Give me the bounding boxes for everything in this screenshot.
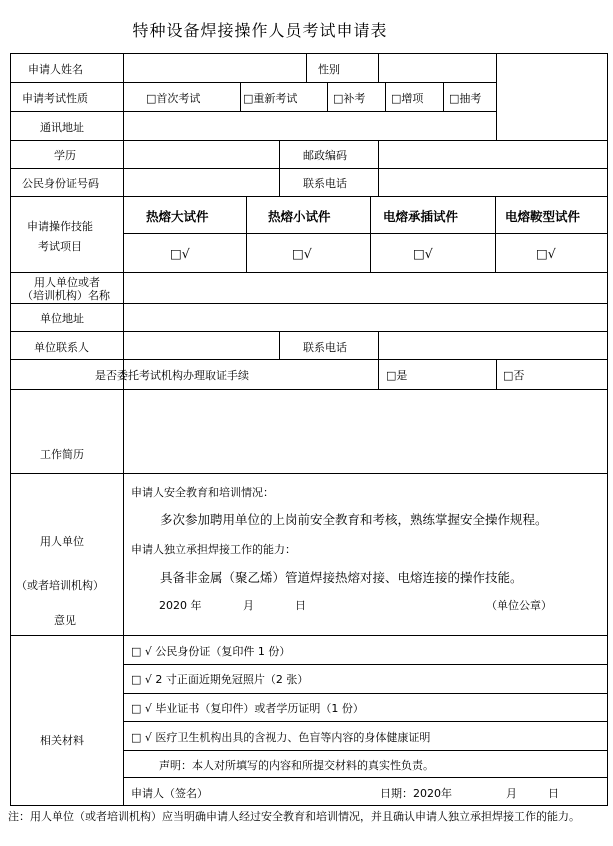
postcode-label: 邮政编码 bbox=[303, 149, 347, 162]
material-diploma[interactable]: □ √ 毕业证书（复印件）或者学历证明（1 份） bbox=[131, 702, 364, 715]
id-number-label: 公民身份证号码 bbox=[22, 177, 99, 190]
opinion-label-training: （或者培训机构） bbox=[16, 579, 104, 592]
employer-address-label: 单位地址 bbox=[40, 312, 84, 325]
exam-option-first[interactable]: □首次考试 bbox=[146, 92, 201, 105]
opinion-day: 日 bbox=[295, 599, 306, 612]
opinion-year: 2020 年 bbox=[159, 599, 202, 612]
exam-item-hot-small-check[interactable]: □√ bbox=[292, 246, 312, 261]
material-health-cert[interactable]: □ √ 医疗卫生机构出具的含视力、色盲等内容的身体健康证明 bbox=[131, 731, 431, 744]
entrust-no-checkbox[interactable]: □否 bbox=[503, 369, 525, 382]
exam-item-socket: 电熔承插试件 bbox=[383, 209, 459, 224]
date-day: 日 bbox=[548, 787, 559, 800]
material-id-card[interactable]: □ √ 公民身份证（复印件 1 份） bbox=[131, 645, 291, 658]
gender-label: 性别 bbox=[318, 63, 340, 76]
opinion-label-opinion: 意见 bbox=[54, 614, 76, 627]
training-text: 多次参加聘用单位的上岗前安全教育和考核，熟练掌握安全操作规程。 bbox=[160, 512, 548, 527]
address-label: 通讯地址 bbox=[40, 121, 84, 134]
exam-option-add[interactable]: □增项 bbox=[391, 92, 424, 105]
exam-item-saddle: 电熔鞍型试件 bbox=[505, 209, 581, 224]
exam-option-retake[interactable]: □重新考试 bbox=[243, 92, 298, 105]
signature-label: 申请人（签名） bbox=[131, 787, 208, 800]
exam-items-label-1: 申请操作技能 bbox=[27, 220, 93, 233]
applicant-name-label: 申请人姓名 bbox=[28, 63, 83, 76]
exam-item-socket-check[interactable]: □√ bbox=[413, 246, 433, 261]
training-heading: 申请人安全教育和培训情况： bbox=[131, 486, 274, 499]
exam-option-makeup[interactable]: □补考 bbox=[333, 92, 366, 105]
exam-item-hot-small: 热熔小试件 bbox=[268, 209, 331, 224]
opinion-label-employer: 用人单位 bbox=[40, 535, 84, 548]
seal-label: （单位公章） bbox=[486, 599, 552, 612]
opinion-month: 月 bbox=[243, 599, 254, 612]
materials-label: 相关材料 bbox=[40, 734, 84, 747]
education-label: 学历 bbox=[54, 149, 76, 162]
employer-name-label-1: 用人单位或者 bbox=[34, 276, 100, 289]
date-month: 月 bbox=[506, 787, 517, 800]
exam-item-saddle-check[interactable]: □√ bbox=[536, 246, 556, 261]
footnote: 注：用人单位（或者培训机构）应当明确申请人经过安全教育和培训情况，并且确认申请人独立承担焊接工作的能力。 bbox=[8, 810, 580, 823]
employer-name-label-2: （培训机构）名称 bbox=[22, 289, 110, 302]
exam-item-hot-large: 热熔大试件 bbox=[146, 209, 209, 224]
exam-item-hot-large-check[interactable]: □√ bbox=[170, 246, 190, 261]
exam-items-label-2: 考试项目 bbox=[38, 240, 82, 253]
declaration: 声明：本人对所填写的内容和所提交材料的真实性负责。 bbox=[159, 759, 434, 772]
entrust-yes-checkbox[interactable]: □是 bbox=[386, 369, 408, 382]
ability-heading: 申请人独立承担焊接工作的能力： bbox=[131, 543, 296, 556]
employer-contact-label: 单位联系人 bbox=[34, 341, 89, 354]
exam-type-label: 申请考试性质 bbox=[22, 92, 88, 105]
work-history-label: 工作简历 bbox=[40, 448, 84, 461]
entrust-question: 是否委托考试机构办理取证手续 bbox=[95, 369, 249, 382]
page-title: 特种设备焊接操作人员考试申请表 bbox=[132, 21, 388, 40]
ability-text: 具备非金属（聚乙烯）管道焊接热熔对接、电熔连接的操作技能。 bbox=[160, 570, 523, 585]
exam-option-sample[interactable]: □抽考 bbox=[449, 92, 482, 105]
employer-phone-label: 联系电话 bbox=[303, 341, 347, 354]
phone-label: 联系电话 bbox=[303, 177, 347, 190]
material-photo[interactable]: □ √ 2 寸正面近期免冠照片（2 张） bbox=[131, 673, 309, 686]
date-label: 日期：2020年 bbox=[380, 787, 452, 800]
